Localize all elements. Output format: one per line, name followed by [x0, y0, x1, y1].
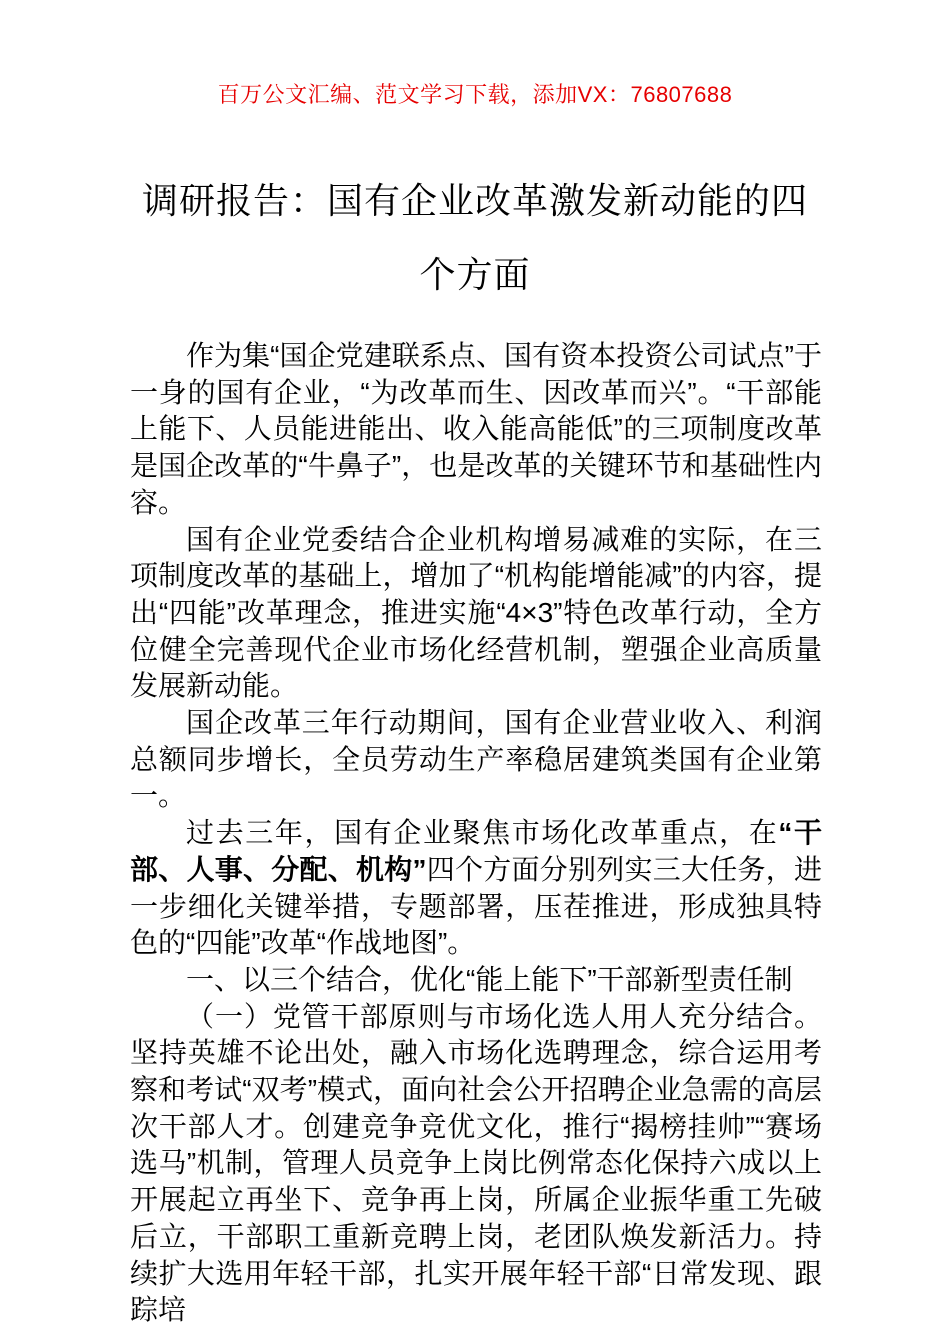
- header-ad-notice: 百万公文汇编、范文学习下载，添加VX：76807688: [217, 82, 733, 107]
- document-title: [0, 164, 950, 312]
- paragraph: [130, 522, 822, 706]
- paragraph-run: 作为集“国企党建联系点、国有资本投资公司试点”于一身的国有企业，“为改革而生、因改革而兴”。“干部能上能下、人员能进能出、收入能高能低”的三项制度改革是国企改革的“牛鼻子”，也是改革的关键环节和基础性内容。: [130, 340, 822, 518]
- paragraph-bold-run: “干部、人事、分配、机构”: [130, 817, 822, 885]
- document-title-line-2: 个方面: [419, 254, 531, 295]
- paragraph-run: 国企改革三年行动期间，国有企业营业收入、利润总额同步增长，全员劳动生产率稳居建筑类国有企业第一。: [130, 707, 822, 812]
- document-title-line-1: 调研报告：国有企业改革激发新动能的四: [141, 180, 808, 221]
- paragraph-run: 四个方面分别列实三大任务，进一步细化关键举措，专题部署，压茬推进，形成独具特色的“四能”改革“作战地图”。: [130, 853, 822, 959]
- document-body: [130, 338, 822, 1329]
- paragraph: [130, 999, 822, 1329]
- paragraph: [130, 962, 822, 999]
- paragraph-run: （一）党管干部原则与市场化选人用人充分结合。坚持英雄不论出处，融入市场化选聘理念，综合运用考察和考试“双考”模式，面向社会公开招聘企业急需的高层次干部人才。创建竞争竞优文化，推行“揭榜挂帅”“赛场选马”机制，管理人员竞争上岗比例常态化保持六成以上开展起立再坐下、竞争再上岗，所属企业振华重工先破后立，干部职工重新竞聘上岗，老团队焕发新活力。持续扩大选用年轻干部，扎实开展年轻干部“日常发现、跟踪培: [130, 1000, 822, 1326]
- paragraph-run: 国有企业党委结合企业机构增易减难的实际，在三项制度改革的基础上，增加了“机构能增能减”的内容，提出“四能”改革理念，推进实施“4×3”特色改革行动，全方位健全完善现代企业市场化经营机制，塑强企业高质量发展新动能。: [130, 523, 822, 702]
- paragraph-run: 一、以三个结合，优化“能上能下”干部新型责任制: [186, 963, 793, 995]
- paragraph: [130, 338, 822, 522]
- paragraph-run: 过去三年，国有企业聚焦市场化改革重点，在: [186, 817, 779, 849]
- paragraph: [130, 815, 822, 962]
- paragraph: [130, 705, 822, 815]
